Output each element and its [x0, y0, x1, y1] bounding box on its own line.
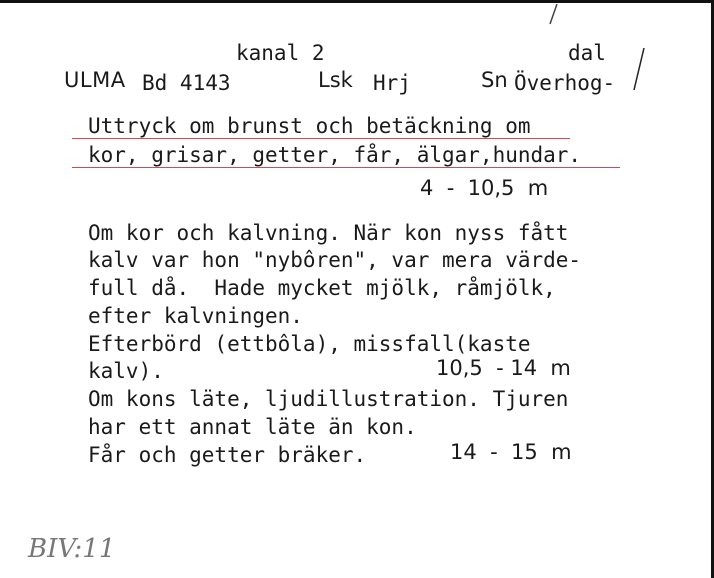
body-line-6: kalv).: [88, 359, 164, 383]
body-line-1: Om kor och kalvning. När kon nyss fått: [88, 221, 569, 245]
dal-label: dal: [568, 41, 606, 65]
body-line-8: har ett annat läte än kon.: [88, 415, 417, 439]
subject-line-2: kor, grisar, getter, får, älgar,hundar.: [88, 143, 582, 167]
parish-name: Överhog-: [514, 71, 616, 95]
kanal-label: kanal 2: [236, 41, 325, 65]
slash-mark: [628, 44, 648, 94]
bd-number: Bd 4143: [142, 71, 231, 95]
lsk-label: Lsk: [318, 68, 353, 92]
body-line-7: Om kons läte, ljudillustration. Tjuren: [88, 387, 569, 411]
body-line-2: kalv var hon "nybôren", var mera värde-: [88, 248, 582, 272]
hrj-label: Hrj: [373, 71, 411, 95]
body-line-4: efter kalvningen.: [88, 304, 303, 328]
subject-line-1: Uttryck om brunst och betäckning om: [88, 114, 531, 138]
minute-range-3: 14 - 15 m: [450, 440, 572, 464]
minute-range-1: 4 - 10,5 m: [420, 176, 549, 200]
body-line-3: full då. Hade mycket mjölk, råmjölk,: [88, 276, 556, 300]
minute-range-2: 10,5 - 14 m: [436, 356, 571, 380]
handwritten-shelf-mark: BIV:11: [28, 534, 116, 564]
body-line-5: Efterbörd (ettbôla), missfall(kaste: [88, 332, 531, 356]
sn-label: Sn: [481, 68, 508, 92]
subject-underline-1: [72, 138, 570, 139]
subject-underline-2: [72, 167, 620, 168]
body-line-9: Får och getter bräker.: [88, 443, 367, 467]
pencil-mark: [545, 2, 561, 26]
card-top-edge: [0, 0, 714, 3]
ulma-label: ULMA: [64, 68, 126, 92]
